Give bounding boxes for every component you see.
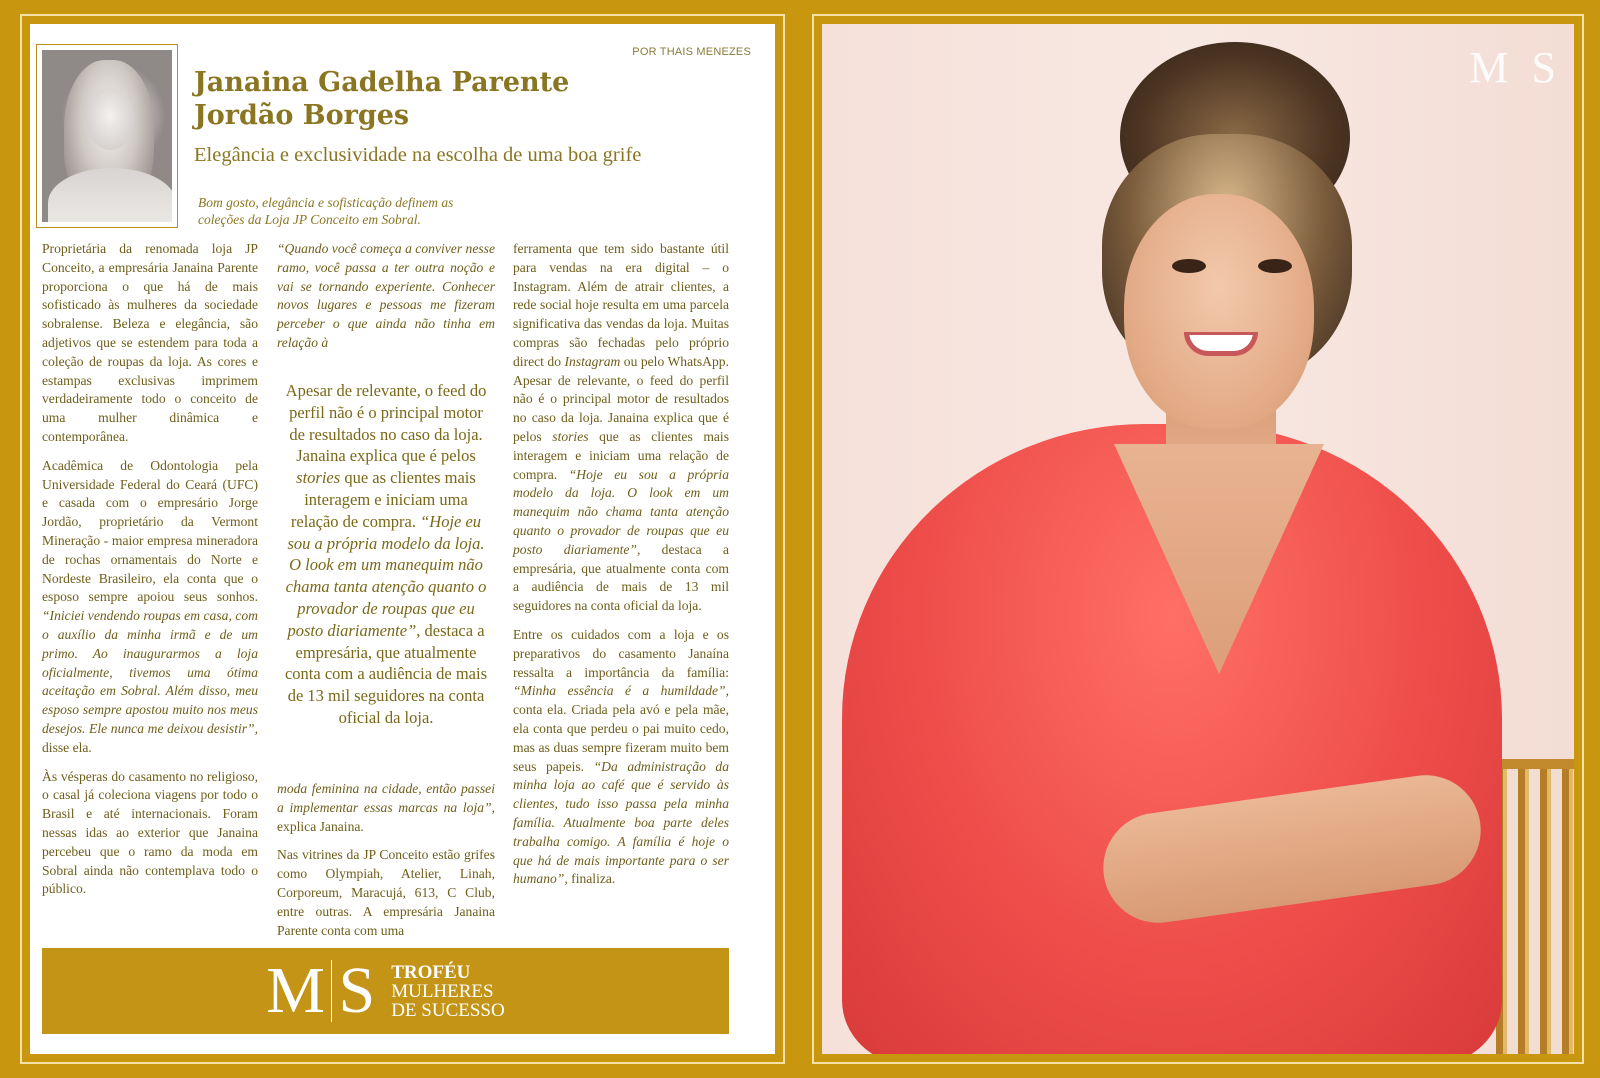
quote: “Hoje eu sou a própria modelo da loja. O look em um manequim não chama tanta atenção quanto o provador de roupas que eu posto diariamente”, xyxy=(285,511,487,640)
quote-block: “Quando você começa a conviver nesse ramo, você passa a ter outra noção e vai se tornando experiente. Conhecer novos lugares e pessoas me fizeram perceber o que ainda não tinha em relação à xyxy=(277,241,495,350)
paragraph: Às vésperas do casamento no religioso, o casal já coleciona viagens por todo o Brasil e até internacionais. Foram nessas idas ao exterior que Janaina percebeu que o ramo da moda em Sobral ainda não contemplava todo o público. xyxy=(42,768,258,897)
article-page xyxy=(30,24,775,1054)
right-page xyxy=(812,14,1584,1064)
text: conta ela. Criada pela avó e pela mãe, ela conta que perdeu o pai muito cedo, mas as duas sempre fizeram muito bem seus papeis. xyxy=(513,702,729,774)
text: destaca a empresária, que atualmente conta com a audiência de mais de 13 mil seguidores na conta oficial da loja. xyxy=(513,541,729,614)
photo-caption xyxy=(198,194,498,228)
text: explica Janaina. xyxy=(277,818,364,834)
quote: “Hoje eu sou a própria modelo da loja. O look em um manequim não chama tanta atenção quanto o provador de roupas que eu posto diariamente”, xyxy=(513,466,729,557)
text: Entre os cuidados com a loja e os preparativos do casamento Janaína ressalta a importância da família: xyxy=(513,626,729,680)
emphasis: Instagram xyxy=(564,353,621,369)
quote: “Minha essência é a humildade”, xyxy=(513,683,729,699)
portrait-face xyxy=(86,88,134,150)
logo-divider xyxy=(331,960,333,1022)
footer-banner xyxy=(42,948,729,1034)
paragraph: Nas vitrines da JP Conceito estão grifes como Olympiah, Atelier, Linah, Corporeum, Maracujá, 613, C Club, entre outras. A empresária Janaina Parente conta com uma xyxy=(277,847,495,938)
caption-line-2: coleções da Loja JP Conceito em Sobral. xyxy=(198,212,421,227)
eye-right xyxy=(1258,259,1292,273)
trophy-line-3: DE SUCESSO xyxy=(391,999,505,1021)
eye-left xyxy=(1172,259,1206,273)
article-subtitle: Elegância e exclusividade na escolha de uma boa grife xyxy=(194,144,642,166)
text: que as clientes mais interagem e iniciam uma relação de compra. xyxy=(513,428,729,482)
quote: “Iniciei vendendo roupas em casa, com o auxílio da minha irmã e de um primo. Ao inaugurarmos a loja oficialmente, tivemos uma ótima aceitação em Sobral. Além disso, meu esposo sempre apostou muito nos meus desejos. Ele nunca me deixou desistir”, xyxy=(42,608,258,736)
ms-logo xyxy=(266,954,376,1027)
text: destaca a empresária, que atualmente conta com a audiência de mais de 13 mil seguidores na conta oficial da loja. xyxy=(284,620,488,727)
portrait-photo xyxy=(42,50,172,222)
text-column-3 xyxy=(513,240,729,899)
text-column-1 xyxy=(42,240,258,909)
emphasis: stories xyxy=(296,468,341,488)
text: finaliza. xyxy=(567,871,616,887)
text: Apesar de relevante, o feed do perfil não é o principal motor de resultados no caso da loja. Janaina explica que é pelos xyxy=(285,381,487,466)
quote: moda feminina na cidade, então passei a implementar essas marcas na loja”, xyxy=(277,781,495,815)
logo-letter-s: S xyxy=(338,954,376,1027)
text-column-2 xyxy=(277,780,495,950)
title-line-1: Janaina Gadelha Parente xyxy=(194,67,570,98)
emphasis: stories xyxy=(552,428,589,444)
caption-line-1: Bom gosto, elegância e sofisticação definem as xyxy=(198,195,454,210)
paragraph: Proprietária da renomada loja JP Conceito, a empresária Janaina Parente proporciona o que há de mais sofisticado às mulheres da sociedade sobralense. Beleza e elegância, são adjetivos que se estendem para toda a coleção de roupas da loja. As cores e estampas exclusivas imprimem verdadeiramente todo o conceito de uma mulher dinâmica e contemporânea. xyxy=(42,241,258,444)
paragraph xyxy=(277,780,495,836)
logo-letter-m: M xyxy=(266,954,325,1027)
text: ferramenta que tem sido bastante útil para vendas na era digital – o Instagram. Além de atrair clientes, a rede social hoje resulta em uma parcela significativa das vendas da loja. Muitas compras são fechadas pelo próprio direct do xyxy=(513,241,729,369)
chair xyxy=(1496,759,1574,1054)
byline: POR THAIS MENEZES xyxy=(632,46,751,58)
trophy-line-2: MULHERES xyxy=(391,980,494,1002)
title-line-2: Jordão Borges xyxy=(194,100,410,131)
paragraph xyxy=(513,240,729,616)
feature-photo xyxy=(822,24,1574,1054)
trophy-line-1: TROFÉU xyxy=(391,961,471,983)
pull-quote xyxy=(280,380,492,729)
trophy-name xyxy=(391,963,505,1020)
face xyxy=(1124,194,1314,429)
ms-watermark-logo: M S xyxy=(1469,43,1562,92)
text: disse ela. xyxy=(42,739,92,755)
portrait-frame xyxy=(36,44,178,228)
text: Acadêmica de Odontologia pela Universidade Federal do Ceará (UFC) e casada com o empresário Jorge Jordão, proprietário da Vermont Mineração - maior empresa mineradora de rochas ornamentais do Norte e Nordeste Brasileiro, ela conta que o esposo sempre apoiou seus sonhos. xyxy=(42,457,258,605)
quote: “Da administração da minha loja ao café que é servido às clientes, tudo isso passa pela minha família. Atualmente boa parte deles trabalha comigo. A família é hoje o que há de mais importante para o ser humano”, xyxy=(513,758,729,887)
paragraph xyxy=(42,457,258,758)
article-title xyxy=(194,66,714,132)
paragraph xyxy=(513,626,729,889)
left-page xyxy=(20,14,785,1064)
text: ou pelo WhatsApp. Apesar de relevante, o feed do perfil não é o principal motor de resultados no caso da loja. Janaina explica que é pelos xyxy=(513,353,729,444)
text: que as clientes mais interagem e iniciam uma relação de compra. xyxy=(290,468,476,531)
